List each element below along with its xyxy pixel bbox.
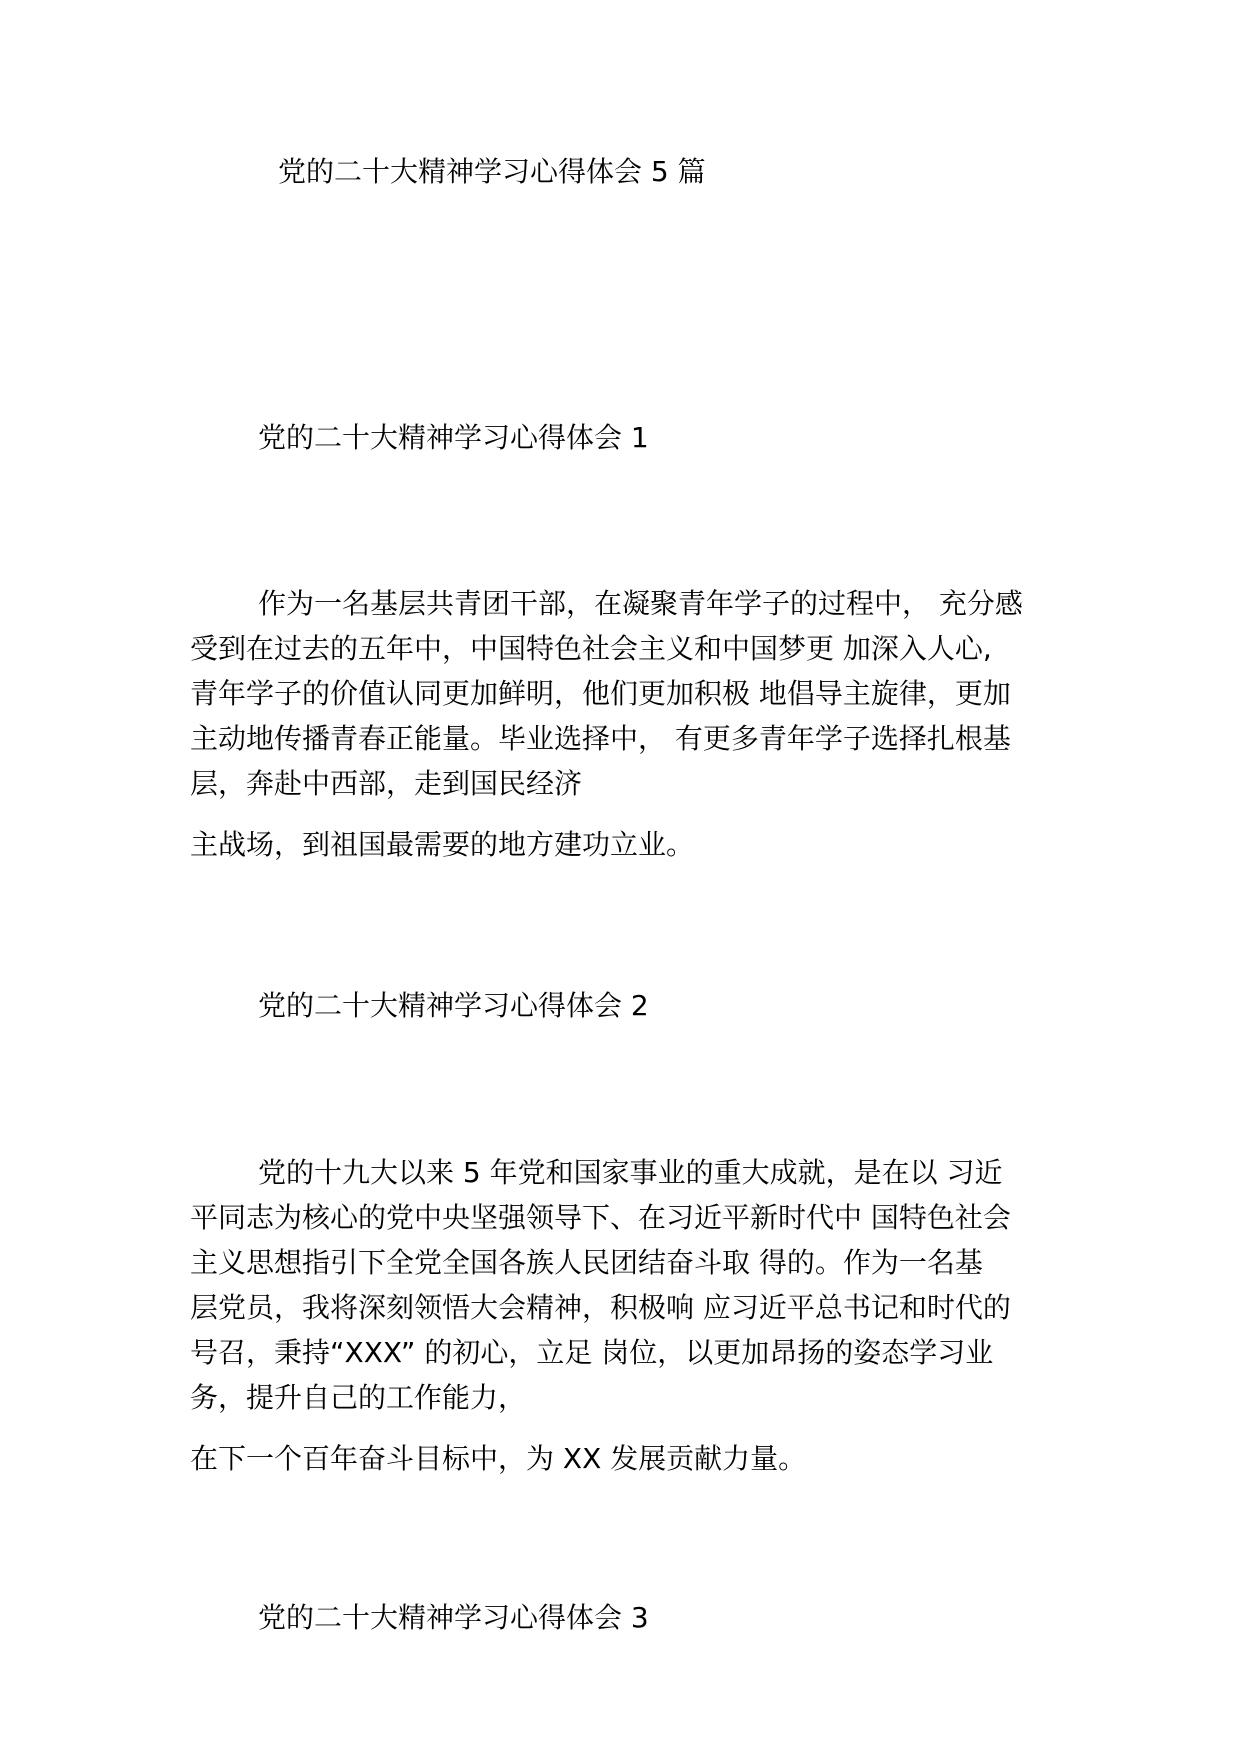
paragraph-line: 党的十九大以来 5 年党和国家事业的重大成就，是在以 习近 (258, 1156, 1003, 1189)
section-heading-1: 党的二十大精神学习心得体会 1 (258, 421, 649, 454)
paragraph-line: 青年学子的价值认同更加鲜明，他们更加积极 地倡导主旋律，更加 (190, 677, 1011, 710)
section-2-paragraph (190, 1150, 1060, 1420)
document-title: 党的二十大精神学习心得体会 5 篇 (278, 155, 706, 188)
paragraph-line: 受到在过去的五年中，中国特色社会主义和中国梦更 加深入人心, (190, 632, 992, 665)
paragraph-line: 层党员，我将深刻领悟大会精神，积极响 应习近平总书记和时代的 (190, 1291, 1011, 1324)
paragraph-line: 平同志为核心的党中央坚强领导下、在习近平新时代中 国特色社会 (190, 1201, 1011, 1234)
paragraph-line: 层，奔赴中西部，走到国民经济 (190, 767, 583, 800)
section-heading-2: 党的二十大精神学习心得体会 2 (258, 989, 649, 1022)
paragraph-line: 主动地传播青春正能量。毕业选择中， 有更多青年学子选择扎根基 (190, 722, 1011, 755)
paragraph-line: 主义思想指引下全党全国各族人民团结奋斗取 得的。作为一名基 (190, 1246, 983, 1279)
section-2-paragraph-tail: 在下一个百年奋斗目标中，为 XX 发展贡献力量。 (190, 1442, 807, 1475)
section-heading-3: 党的二十大精神学习心得体会 3 (258, 1601, 649, 1634)
paragraph-line: 作为一名基层共青团干部，在凝聚青年学子的过程中， 充分感 (258, 587, 1023, 620)
paragraph-line: 务，提升自己的工作能力， (190, 1381, 527, 1414)
section-1-paragraph-tail: 主战场，到祖国最需要的地方建功立业。 (190, 828, 695, 861)
section-1-paragraph (190, 581, 1060, 806)
paragraph-line: 号召，秉持“XXX” 的初心，立足 岗位，以更加昂扬的姿态学习业 (190, 1336, 994, 1369)
